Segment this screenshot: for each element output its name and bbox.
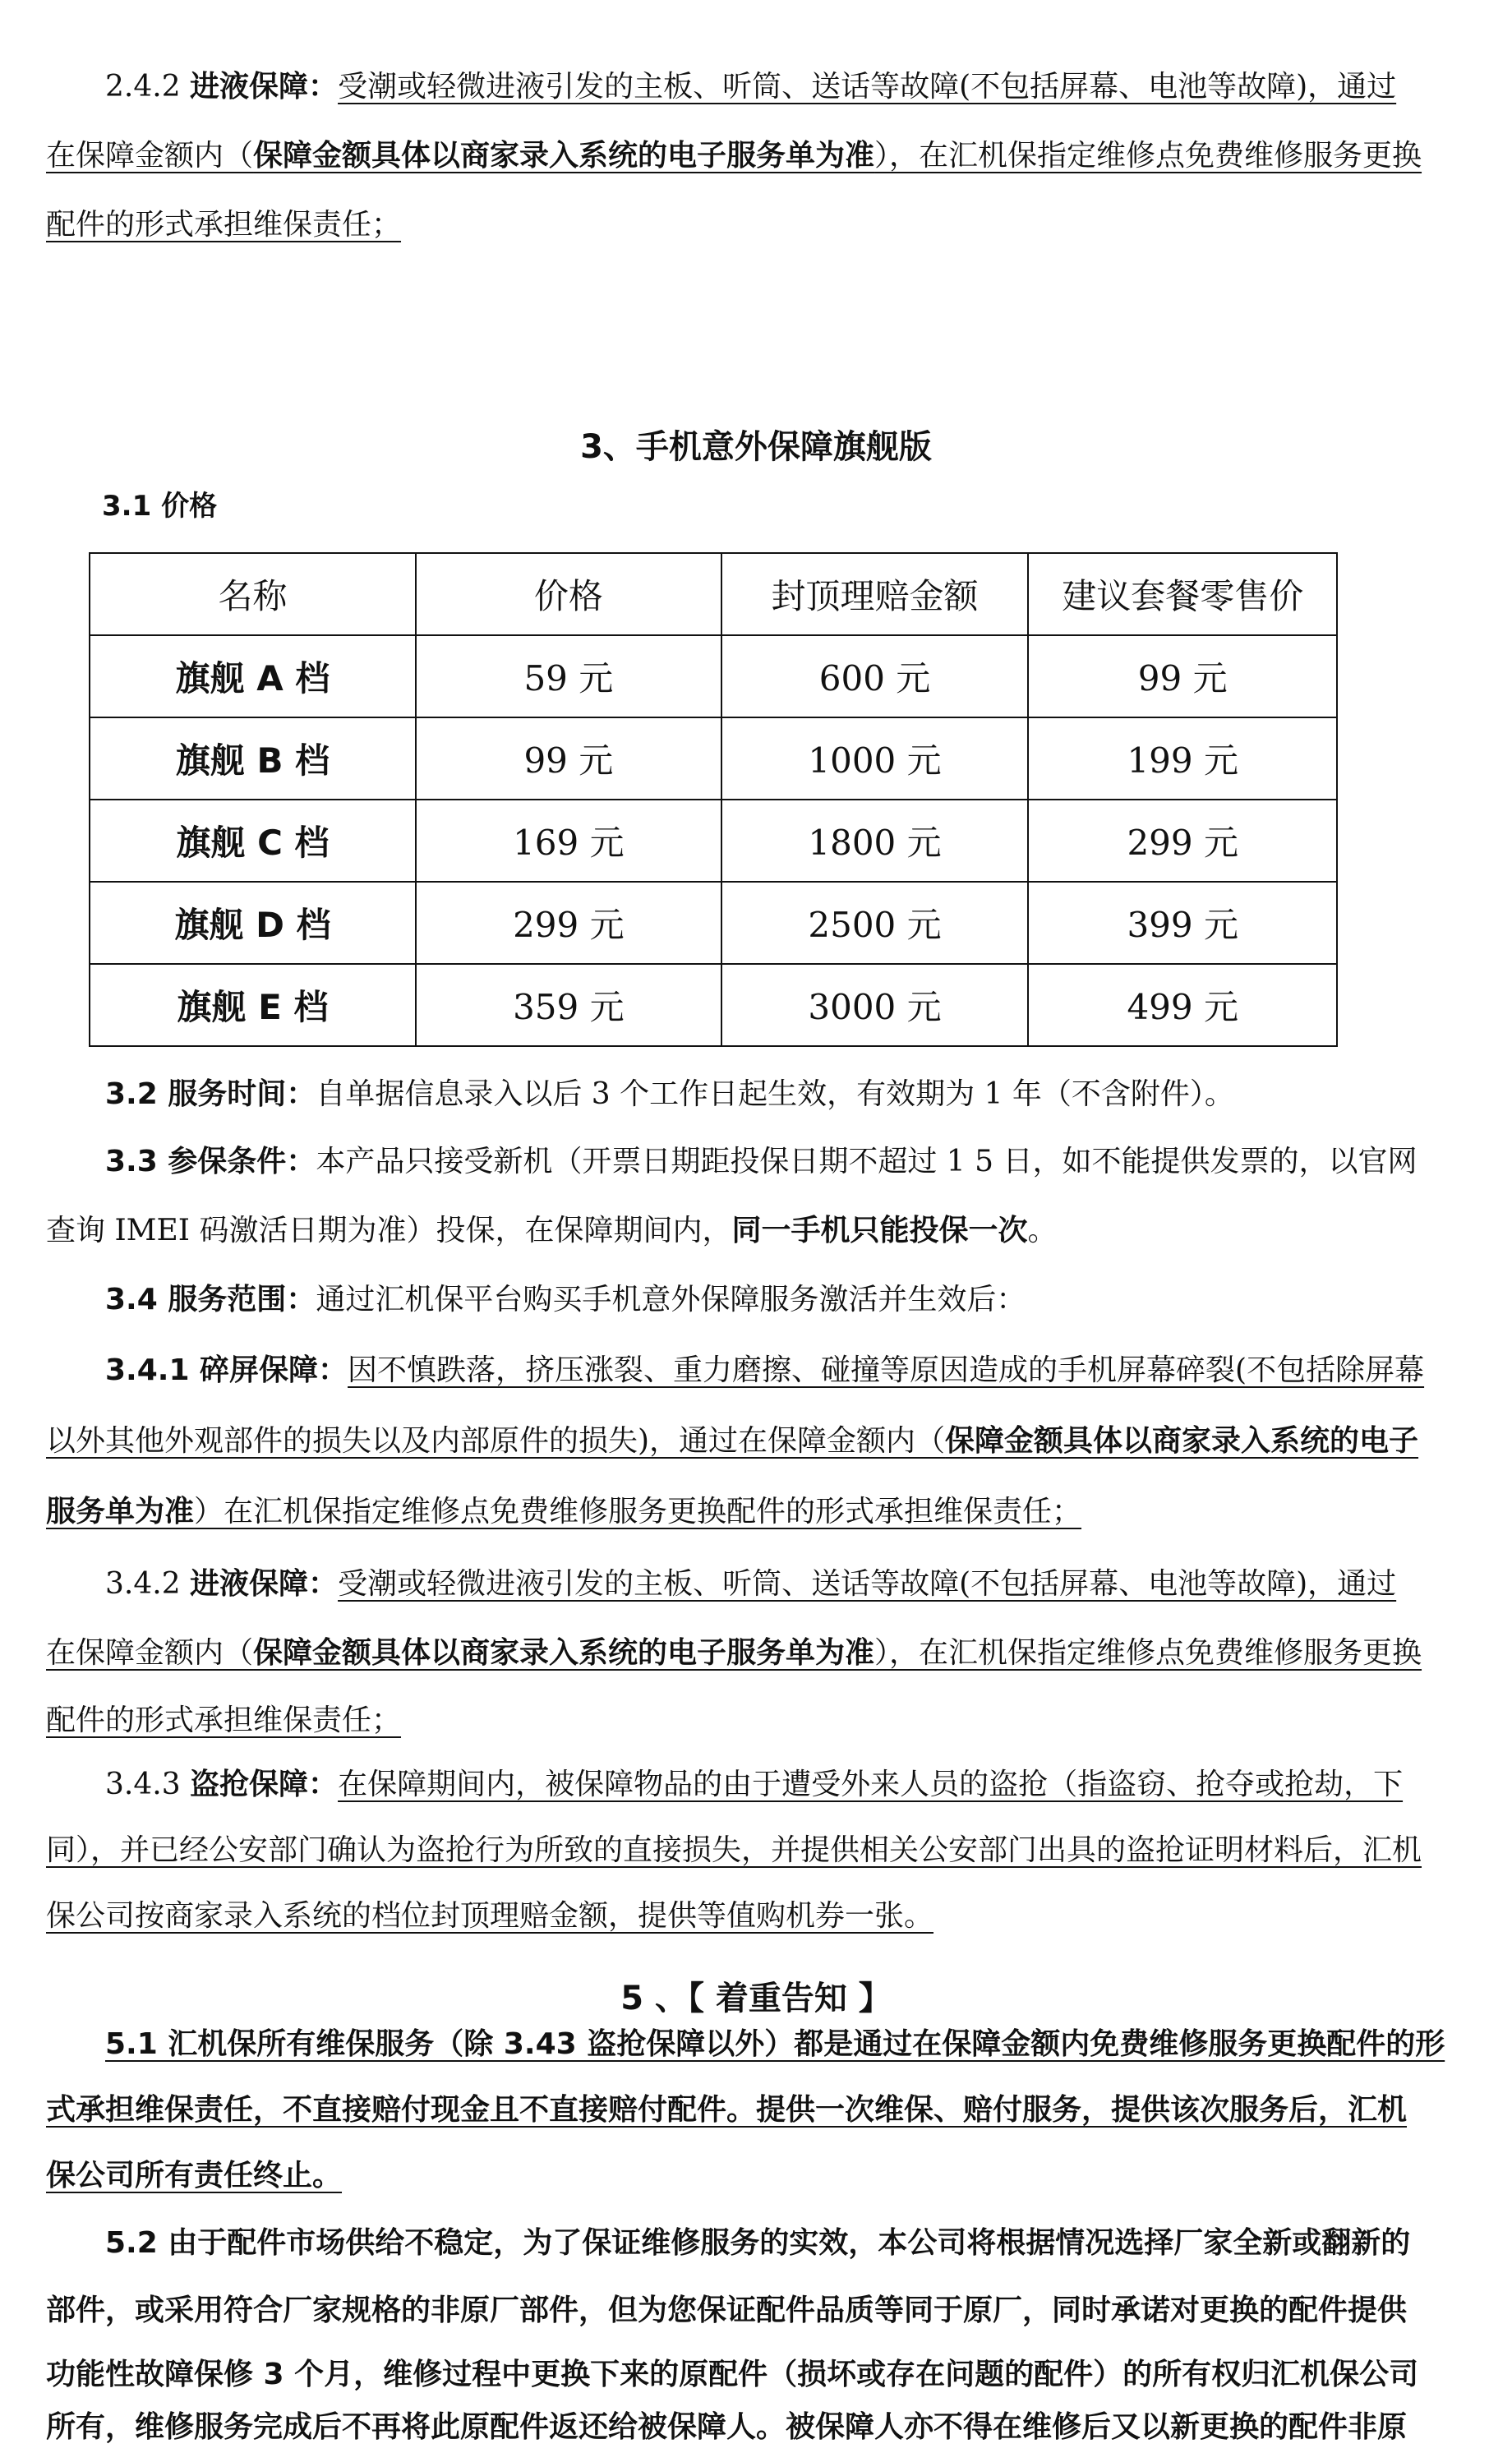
- s52-line2: 部件，或采用符合厂家规格的非原厂部件，但为您保证配件品质等同于原厂，同时承诺对更换的配件提供: [46, 2294, 1408, 2327]
- price-table-header-row: [90, 553, 1337, 635]
- s52-line3: 功能性故障保修 3 个月，维修过程中更换下来的原配件（损坏或存在问题的配件）的所有权归汇机保公司: [46, 2358, 1419, 2391]
- s51-line1: 5.1 汇机保所有维保服务（除 3.43 盗抢保障以外）都是通过在保障金额内免费维修服务更换配件的形: [105, 2027, 1445, 2061]
- s33-label: 3.3 参保条件：: [105, 1145, 316, 1178]
- section-3-4-1-line2: [46, 1407, 1476, 1476]
- section-3-4-2-line2: [46, 1619, 1476, 1688]
- cell-cap: 1800 元: [721, 800, 1029, 882]
- s33-line2c: 。: [1027, 1214, 1058, 1247]
- s342-line2a: 在保障金额内（: [46, 1636, 254, 1670]
- s341-label: 3.4.1 碎屏保障：: [105, 1353, 348, 1387]
- section-3-4: [46, 1266, 1476, 1335]
- s343-line1: 在保障期间内，被保障物品的由于遭受外来人员的盗抢（指盗窃、抢夺或抢劫，下: [338, 1768, 1404, 1801]
- cell-tier: 旗舰 E 档: [90, 964, 416, 1046]
- section-5-1-line1: [46, 2010, 1476, 2079]
- cell-tier: 旗舰 A 档: [90, 635, 416, 717]
- section-5-2-line2: [46, 2276, 1476, 2345]
- s33-line1: 本产品只接受新机（开票日期距投保日期不超过 1 5 日，如不能提供发票的，以官网: [316, 1145, 1418, 1178]
- s341-line3a: 服务单为准: [46, 1495, 195, 1528]
- section-3-4-1-line3: [46, 1478, 1476, 1547]
- cell-price: 299 元: [416, 882, 721, 964]
- s34-text: 通过汇机保平台购买手机意外保障服务激活并生效后：: [316, 1283, 1026, 1316]
- cell-cap: 2500 元: [721, 882, 1029, 964]
- s32-text: 自单据信息录入以后 3 个工作日起生效，有效期为 1 年（不含附件）。: [316, 1077, 1234, 1111]
- s342-line2c: ），在汇机保指定维修点免费维修服务更换: [874, 1636, 1422, 1670]
- heading-section-3: 3、手机意外保障旗舰版: [580, 428, 932, 466]
- th-retail: 建议套餐零售价: [1028, 553, 1337, 635]
- s242-line2a: 在保障金额内（: [46, 139, 254, 173]
- s242-text1: 受潮或轻微进液引发的主板、听筒、送话等故障(不包括屏幕、电池等故障)，通过: [338, 70, 1397, 104]
- s342-line1: 受潮或轻微进液引发的主板、听筒、送话等故障(不包括屏幕、电池等故障)，通过: [338, 1567, 1397, 1601]
- cell-cap: 3000 元: [721, 964, 1029, 1046]
- s342-line2b: 保障金额具体以商家录入系统的电子服务单为准: [253, 1636, 875, 1670]
- section-2-4-2-top: [46, 53, 1476, 122]
- section-5-1-line3: [46, 2142, 1476, 2211]
- s342-num: 3.4.2: [105, 1567, 191, 1601]
- s343-line2: 同），并已经公安部门确认为盗抢行为所致的直接损失，并提供相关公安部门出具的盗抢证明材料后，汇机: [46, 1833, 1422, 1867]
- s342-title: 进液保障：: [190, 1567, 339, 1601]
- s343-line3: 保公司按商家录入系统的档位封顶理赔金额，提供等值购机券一张。: [46, 1899, 934, 1933]
- cell-retail: 299 元: [1028, 800, 1337, 882]
- th-name: 名称: [90, 553, 416, 635]
- section-3-3-line2: [46, 1196, 1476, 1266]
- s51-line3: 保公司所有责任终止。: [46, 2159, 343, 2192]
- cell-tier: 旗舰 C 档: [90, 800, 416, 882]
- cell-tier: 旗舰 D 档: [90, 882, 416, 964]
- s242-line3: [46, 191, 1476, 260]
- s242-line1: [105, 53, 1476, 122]
- cell-retail: 199 元: [1028, 717, 1337, 800]
- s341-line1: 因不慎跌落，挤压涨裂、重力磨擦、碰撞等原因造成的手机屏幕碎裂(不包括除屏幕: [348, 1353, 1425, 1387]
- s52-line1: 5.2 由于配件市场供给不稳定，为了保证维修服务的实效，本公司将根据情况选择厂家全新或翻新的: [105, 2226, 1411, 2260]
- table-row: [90, 635, 1337, 717]
- cell-price: 359 元: [416, 964, 721, 1046]
- section-3-4-3-line3: [46, 1882, 1476, 1951]
- cell-price: 169 元: [416, 800, 721, 882]
- section-3-4-2-line1: [46, 1550, 1476, 1619]
- cell-retail: 99 元: [1028, 635, 1337, 717]
- s242-line2: [46, 122, 1476, 191]
- section-3-2: [46, 1060, 1476, 1129]
- table-row: [90, 882, 1337, 964]
- section-5-2-line4: [46, 2393, 1476, 2462]
- section-5-2-line1: [46, 2209, 1476, 2278]
- s341-line3b: ）在汇机保指定维修点免费维修服务更换配件的形式承担维保责任；: [194, 1495, 1082, 1528]
- subheading-3-1: 3.1 价格: [102, 490, 218, 523]
- table-row: [90, 964, 1337, 1046]
- s242-title: 进液保障：: [190, 70, 339, 104]
- section-3-4-3-line2: [46, 1816, 1476, 1885]
- th-price: 价格: [416, 553, 721, 635]
- cell-retail: 499 元: [1028, 964, 1337, 1046]
- s242-line2b: 保障金额具体以商家录入系统的电子服务单为准: [253, 139, 875, 173]
- s33-line2b: 同一手机只能投保一次: [731, 1214, 1028, 1247]
- s242-line2c: ），在汇机保指定维修点免费维修服务更换: [874, 139, 1422, 173]
- s242-line3-text: 配件的形式承担维保责任；: [46, 208, 402, 242]
- cell-tier: 旗舰 B 档: [90, 717, 416, 800]
- s52-line4: 所有，维修服务完成后不再将此原配件返还给被保障人。被保障人亦不得在维修后又以新更换的配件非原: [46, 2410, 1408, 2444]
- s341-line2a: 以外其他外观部件的损失以及内部原件的损失)，通过在保障金额内（: [46, 1424, 946, 1458]
- s343-title: 盗抢保障：: [190, 1768, 339, 1801]
- cell-retail: 399 元: [1028, 882, 1337, 964]
- s33-line2a: 查询 IMEI 码激活日期为准）投保，在保障期间内，: [46, 1214, 732, 1247]
- section-3-4-3-line1: [46, 1750, 1476, 1819]
- heading-section-5: 5 、【 着重告知 】: [620, 1980, 892, 2017]
- section-3-3-line1: [46, 1127, 1476, 1196]
- price-table: [89, 552, 1338, 1047]
- section-5-1-line2: [46, 2076, 1476, 2145]
- s34-label: 3.4 服务范围：: [105, 1283, 316, 1316]
- s32-label: 3.2 服务时间：: [105, 1077, 316, 1111]
- th-cap: 封顶理赔金额: [721, 553, 1029, 635]
- table-row: [90, 717, 1337, 800]
- cell-cap: 1000 元: [721, 717, 1029, 800]
- s242-num: 2.4.2: [105, 70, 191, 104]
- section-3-4-1-line1: [46, 1336, 1476, 1405]
- s51-line2: 式承担维保责任，不直接赔付现金且不直接赔付配件。提供一次维保、赔付服务，提供该次服务后，汇机: [46, 2093, 1408, 2127]
- cell-price: 59 元: [416, 635, 721, 717]
- s343-num: 3.4.3: [105, 1768, 191, 1801]
- cell-cap: 600 元: [721, 635, 1029, 717]
- cell-price: 99 元: [416, 717, 721, 800]
- s341-line2b: 保障金额具体以商家录入系统的电子: [945, 1424, 1419, 1458]
- table-row: [90, 800, 1337, 882]
- section-3-4-2-line3: [46, 1686, 1476, 1755]
- s342-line3: 配件的形式承担维保责任；: [46, 1704, 402, 1737]
